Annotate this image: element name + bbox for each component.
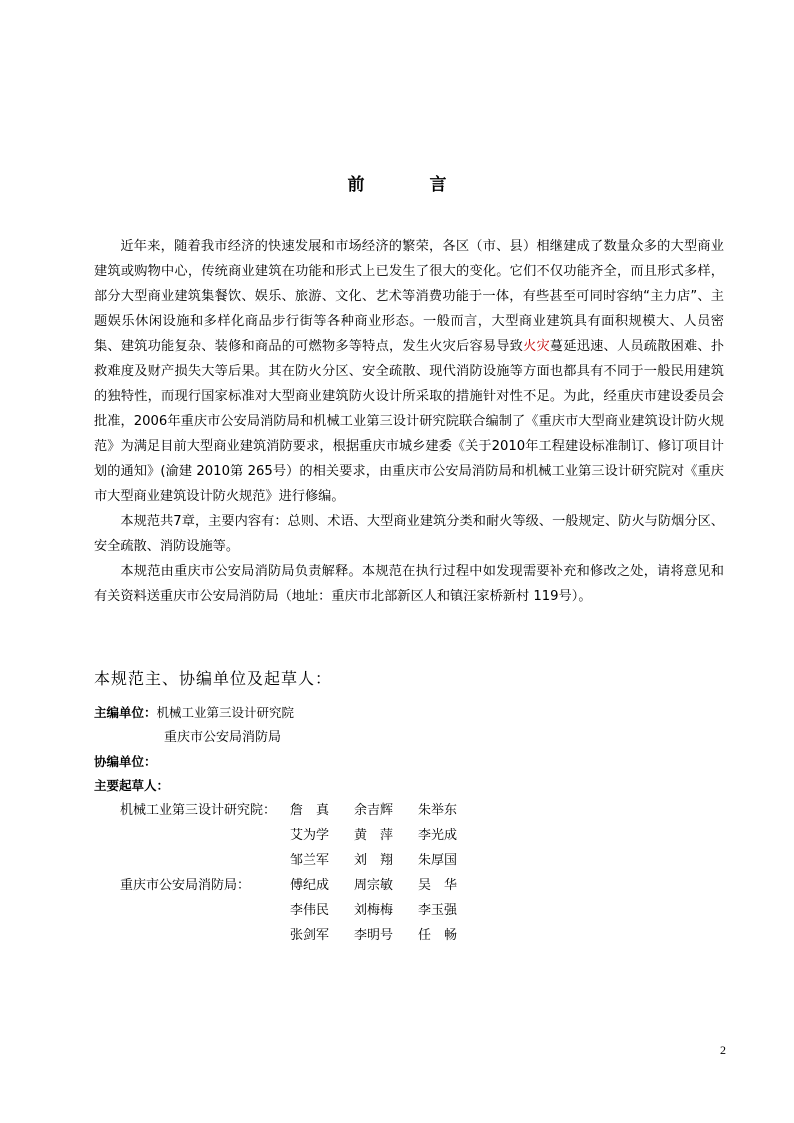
chief-editor-line: [94, 700, 294, 725]
preface-text: 蔓延迅速、人员疏散困难、扑救难度及财产损失大等后果。其在防火分区、安全疏散、现代消防设施等方面也都具有不同于一般民用建筑的独特性，而现行国家标准对大型商业建筑防火设计所采取的措施针对性不足。为此，经重庆市建设委员会批准，2006年重庆市公安局消防局和机械工业第三设计研究院联合编制了《重庆市大型商业建筑设计防火规范》为满足目前大型商业建筑消防要求，根据重庆市城乡建委《关于2010年工程建设标准制订、修订项目计划的通知》(渝建 2010第 265号）的相关要求，由重庆市公安局消防局和机械工业第三设计研究院对《重庆市大型商业建筑设计防火规范》进行修编。: [94, 339, 725, 504]
preface-paragraph-2: 本规范共7章，主要内容有：总则、术语、大型商业建筑分类和耐火等级、一般规定、防火与防烟分区、安全疏散、消防设施等。: [94, 514, 724, 554]
drafters-label: 主要起草人：: [94, 778, 170, 793]
drafter-row: [120, 923, 482, 948]
preface-text: 近年来，随着我市经济的快速发展和市场经济的繁荣，各区（市、县）相继建成了数量众多的大型商业建筑或购物中心，传统商业建筑在功能和形式上已发生了很大的变化。它们不仅功能齐全，而且形式多样，部分大型商业建筑集餐饮、娱乐、旅游、文化、艺术等消费功能于一体，有些甚至可同时容纳“主力店”、主题娱乐休闲设施和多样化商品步行街等各种商业形态。一般而言，大型商业建筑具有面积规模大、人员密集、建筑功能复杂、装修和商品的可燃物多等特点，发生火灾后容易导致: [94, 239, 724, 354]
drafter-name: 李光成: [418, 828, 458, 843]
drafter-name: 艾为学: [290, 828, 330, 843]
preface-paragraph-3: 本规范由重庆市公安局消防局负责解释。本规范在执行过程中如发现需要补充和修改之处，请将意见和有关资料送重庆市公安局消防局（地址：重庆市北部新区人和镇汪家桥新村 119号）。: [94, 564, 724, 604]
drafter-name: 朱厚国: [418, 853, 458, 868]
drafter-name: 傅纪成: [290, 878, 330, 893]
drafter-name: 余吉辉: [354, 803, 394, 818]
drafters-list: [120, 798, 482, 948]
drafter-name: 朱举东: [418, 803, 458, 818]
chief-editor-unit-2: 重庆市公安局消防局: [164, 730, 282, 745]
drafter-name: 任 畅: [418, 928, 458, 943]
drafter-row: [120, 798, 482, 823]
drafter-org: [120, 823, 290, 848]
drafter-name: 黄 萍: [354, 828, 394, 843]
drafter-row: [120, 873, 482, 898]
page-number: 2: [720, 1043, 726, 1057]
drafter-row: [120, 848, 482, 873]
drafter-org: [120, 898, 290, 923]
chief-editor-label: 主编单位：: [94, 705, 157, 720]
drafter-org: [120, 923, 290, 948]
preface-paragraph-1: [94, 234, 724, 509]
highlighted-term: 火灾: [523, 339, 550, 354]
drafter-org: [120, 848, 290, 873]
drafter-row: [120, 823, 482, 848]
drafter-name: 刘梅梅: [354, 903, 394, 918]
drafter-name: 张剑军: [290, 928, 330, 943]
drafter-org: 机械工业第三设计研究院：: [120, 803, 277, 818]
preface-body: [94, 234, 724, 609]
drafter-name: 詹 真: [290, 803, 330, 818]
drafter-name: 李伟民: [290, 903, 330, 918]
co-editor-line: [94, 749, 157, 774]
drafter-name: 周宗敏: [354, 878, 394, 893]
section-heading: 本规范主、协编单位及起草人：: [94, 669, 333, 688]
drafters-label-line: [94, 773, 169, 798]
drafter-name: 吴 华: [418, 878, 458, 893]
drafter-name: 李玉强: [418, 903, 458, 918]
drafter-org: 重庆市公安局消防局：: [120, 878, 251, 893]
drafter-name: 刘 翔: [354, 853, 394, 868]
page-title: 前 言: [347, 175, 471, 195]
chief-editor-unit-1: 机械工业第三设计研究院: [156, 705, 295, 720]
drafter-name: 邹兰军: [290, 853, 330, 868]
drafter-row: [120, 898, 482, 923]
co-editor-label: 协编单位：: [94, 754, 157, 769]
drafter-name: 李明号: [354, 928, 394, 943]
